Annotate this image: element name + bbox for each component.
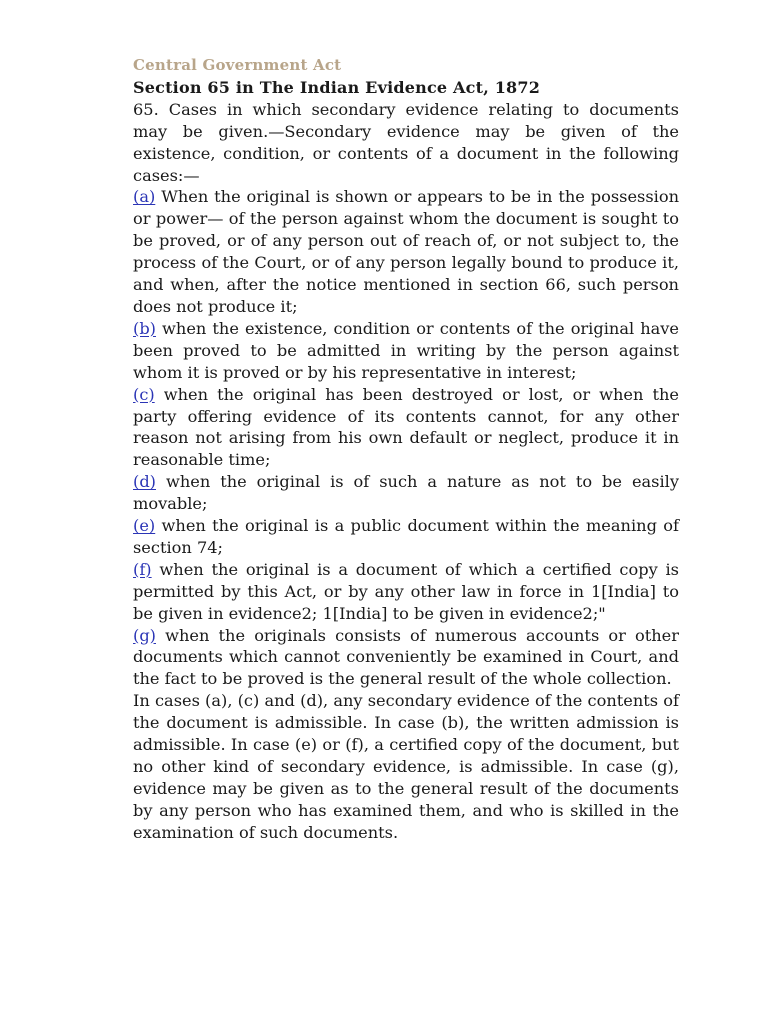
clause-c-text: when the original has been destroyed or lost, or when the party offering evidence of its contents cannot, for any other reason not arising from his own default or neglect, produce it in reasonable time; xyxy=(133,384,679,470)
clause-d-link[interactable]: (d) xyxy=(133,472,156,492)
clause-f-text: when the original is a document of which a certified copy is permitted by this Act, or by any other law in force in 1[India] to be given in evidence2; 1[India] to be given in evidence2;" xyxy=(133,559,679,623)
clause-g-text: when the originals consists of numerous accounts or other documents which cannot conveniently be examined in Court, and the fact to be proved is the general result of the whole collection. xyxy=(133,625,679,689)
clause-e xyxy=(133,515,679,559)
clause-a-text: When the original is shown or appears to be in the possession or power— of the person against whom the document is sought to be proved, or of any person out of reach of, or not subject to, the process of the Court, or of any person legally bound to produce it, and when, after the notice mentioned in section 66, such person does not produce it; xyxy=(133,187,679,316)
section-title: Section 65 in The Indian Evidence Act, 1872 xyxy=(133,77,541,97)
clause-f xyxy=(133,559,679,625)
clause-a-link[interactable]: (a) xyxy=(133,187,156,207)
clause-g-link[interactable]: (g) xyxy=(133,625,156,645)
clause-d xyxy=(133,471,679,515)
clause-e-text: when the original is a public document within the meaning of section 74; xyxy=(133,516,679,557)
clause-d-text: when the original is of such a nature as not to be easily movable; xyxy=(133,472,679,514)
clause-f-link[interactable]: (f) xyxy=(133,559,152,579)
intro-paragraph: 65. Cases in which secondary evidence relating to documents may be given.—Secondary evidence may be given of the existence, condition, or contents of a document in the following cases:— xyxy=(133,99,679,185)
clause-a xyxy=(133,186,679,317)
act-label: Central Government Act xyxy=(133,56,342,74)
clause-e-link[interactable]: (e) xyxy=(133,516,156,536)
closing-paragraph: In cases (a), (c) and (d), any secondary evidence of the contents of the document is admissible. In case (b), the written admission is admissible. In case (e) or (f), a certified copy of the document, but no other kind of secondary evidence, is admissible. In case (g), evidence may be given as to the general result of the documents by any person who has examined them, and who is skilled in the examination of such documents. xyxy=(133,691,679,842)
clause-b xyxy=(133,318,679,384)
document-page xyxy=(133,55,679,844)
clause-g xyxy=(133,625,679,691)
clause-c-link[interactable]: (c) xyxy=(133,384,155,404)
clause-c xyxy=(133,384,679,472)
clause-b-link[interactable]: (b) xyxy=(133,318,156,338)
clause-b-text: when the existence, condition or contents of the original have been proved to be admitted in writing by the person against whom it is proved or by his representative in interest; xyxy=(133,318,679,382)
